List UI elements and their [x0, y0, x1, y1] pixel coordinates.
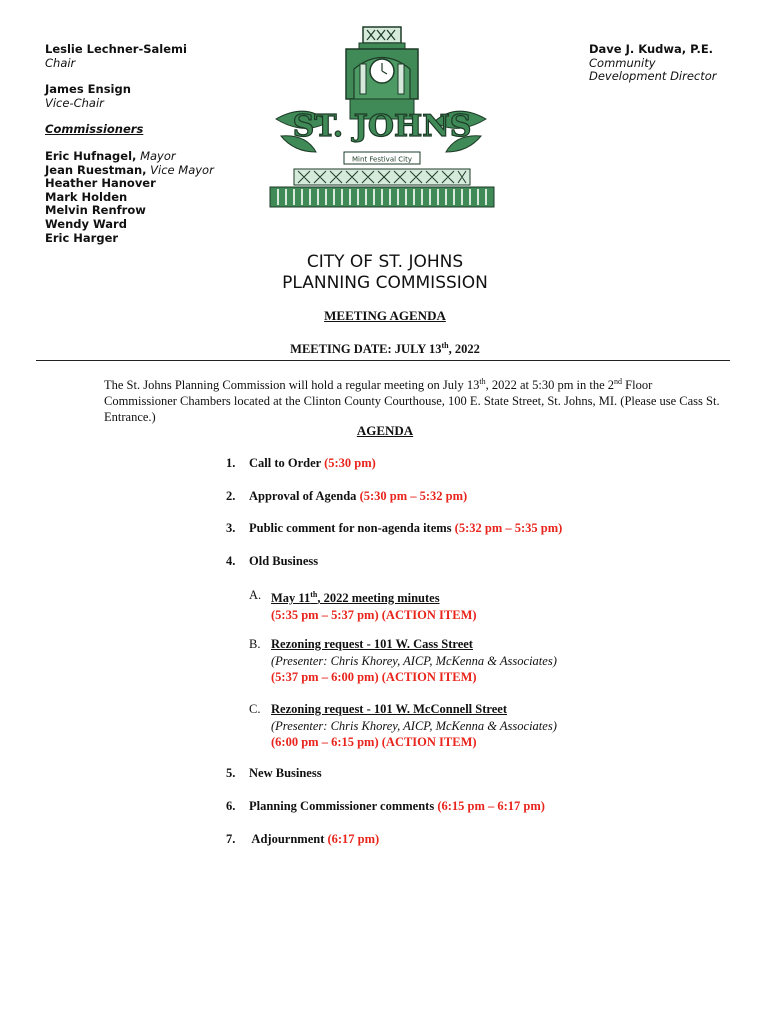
item-label: New Business	[249, 766, 322, 780]
item-time: (5:30 pm)	[324, 456, 376, 470]
chair-title: Chair	[45, 55, 76, 70]
logo-town-text: ST. JOHNS	[292, 109, 472, 144]
commissioner-item	[45, 150, 214, 164]
agenda-item-7	[226, 832, 726, 847]
intro-sup-1: th	[479, 377, 486, 386]
item-time: (6:17 pm)	[327, 832, 380, 846]
director-title-2: Development Director	[589, 69, 717, 84]
item-number: 5.	[226, 766, 236, 780]
old-business-c	[249, 701, 719, 751]
commissioner-item	[45, 218, 214, 232]
commissioner-role: Vice Mayor	[150, 162, 214, 177]
sub-title-sup: th	[310, 590, 318, 599]
sub-title-text: May 11	[271, 591, 311, 606]
commissioner-role: Mayor	[140, 148, 176, 163]
old-business-a	[249, 587, 719, 623]
sub-letter: B.	[249, 637, 261, 651]
sub-letter: A.	[249, 588, 262, 602]
item-number: 1.	[226, 456, 236, 470]
sub-title: Rezoning request - 101 W. McConnell Street	[271, 702, 507, 716]
item-label: Old Business	[249, 554, 319, 568]
commissioner-name: Heather Hanover	[45, 176, 156, 191]
intro-text-3: Floor Commissioner Chambers located at the Clinton County Courthouse, 100 E. State Street, St. Johns, MI. (Please use Cass St. Entrance.)	[104, 378, 720, 425]
sub-title: Rezoning request - 101 W. Cass Street	[271, 637, 473, 651]
agenda-item-6	[226, 799, 726, 814]
commissioner-name: Jean Ruestman,	[45, 162, 147, 177]
commissioner-list	[45, 150, 214, 245]
commissioner-name: Melvin Renfrow	[45, 203, 146, 218]
sub-title	[271, 587, 719, 607]
intro-text-1: The St. Johns Planning Commission will hold a regular meeting on July 13	[104, 378, 480, 393]
meeting-agenda-label: MEETING AGENDA	[324, 308, 446, 323]
city-title: CITY OF ST. JOHNS	[306, 252, 464, 272]
agenda-heading-label: AGENDA	[356, 423, 414, 438]
intro-sup-2: nd	[614, 377, 623, 386]
intro-paragraph	[104, 374, 724, 425]
item-number: 2.	[226, 489, 236, 503]
agenda-item-4	[226, 554, 726, 569]
item-time: (6:15 pm – 6:17 pm)	[437, 799, 545, 813]
vice-chair-title: Vice-Chair	[45, 95, 104, 110]
sub-presenter: (Presenter: Chris Khorey, AICP, McKenna & Associates)	[271, 718, 557, 733]
agenda-item-3	[226, 521, 726, 536]
meeting-date-sup: th	[441, 341, 449, 350]
director-block	[589, 43, 717, 84]
sub-presenter: (Presenter: Chris Khorey, AICP, McKenna & Associates)	[271, 653, 557, 668]
commissioner-name: Mark Holden	[45, 189, 128, 204]
vice-chair-name: James Ensign	[45, 82, 131, 97]
old-business-b	[249, 636, 719, 686]
item-label: Call to Order	[249, 456, 325, 470]
st-johns-logo	[266, 24, 496, 210]
commissioner-item	[45, 204, 214, 218]
item-number: 7.	[226, 832, 236, 846]
sub-time: (5:37 pm – 6:00 pm) (ACTION ITEM)	[271, 670, 477, 684]
divider	[36, 360, 730, 361]
chair-name: Leslie Lechner-Salemi	[45, 42, 187, 56]
director-name: Dave J. Kudwa, P.E.	[589, 42, 714, 56]
commission-title: PLANNING COMMISSION	[282, 273, 488, 293]
commissioner-item	[45, 177, 214, 191]
item-label: Public comment for non-agenda items	[249, 521, 455, 535]
item-time: (5:32 pm – 5:35 pm)	[454, 521, 563, 535]
sub-time: (6:00 pm – 6:15 pm) (ACTION ITEM)	[271, 735, 477, 749]
commissioner-name: Wendy Ward	[45, 216, 127, 231]
item-number: 3.	[226, 521, 236, 535]
commission-roster	[45, 43, 214, 245]
logo-banner-text: Mint Festival City	[352, 155, 412, 164]
item-label: Approval of Agenda	[249, 489, 360, 503]
meeting-agenda-heading	[0, 308, 770, 324]
meeting-date-text: MEETING DATE: JULY 13	[290, 342, 442, 357]
director-title-1: Community	[589, 55, 656, 70]
commissioner-item	[45, 164, 214, 178]
sub-letter: C.	[249, 702, 261, 716]
item-number: 4.	[226, 554, 236, 568]
agenda-item-5	[226, 766, 726, 781]
item-label: Planning Commissioner comments	[249, 799, 438, 813]
item-time: (5:30 pm – 5:32 pm)	[359, 489, 468, 503]
commissioner-item	[45, 191, 214, 205]
sub-time: (5:35 pm – 5:37 pm) (ACTION ITEM)	[271, 607, 477, 622]
commissioner-item	[45, 232, 214, 246]
meeting-date-year: , 2022	[448, 342, 480, 357]
agenda-item-1	[226, 456, 726, 471]
item-label: Adjournment	[249, 832, 328, 846]
item-number: 6.	[226, 799, 236, 813]
agenda-item-2	[226, 489, 726, 504]
agenda-heading	[0, 423, 770, 439]
intro-text-2: , 2022 at 5:30 pm in the 2	[485, 378, 615, 393]
sub-title-rest: , 2022 meeting minutes	[317, 591, 440, 606]
meeting-date	[0, 341, 770, 357]
commissioners-heading: Commissioners	[45, 122, 144, 137]
commissioner-name: Eric Hufnagel,	[45, 148, 137, 163]
commissioner-name: Eric Harger	[45, 230, 119, 245]
